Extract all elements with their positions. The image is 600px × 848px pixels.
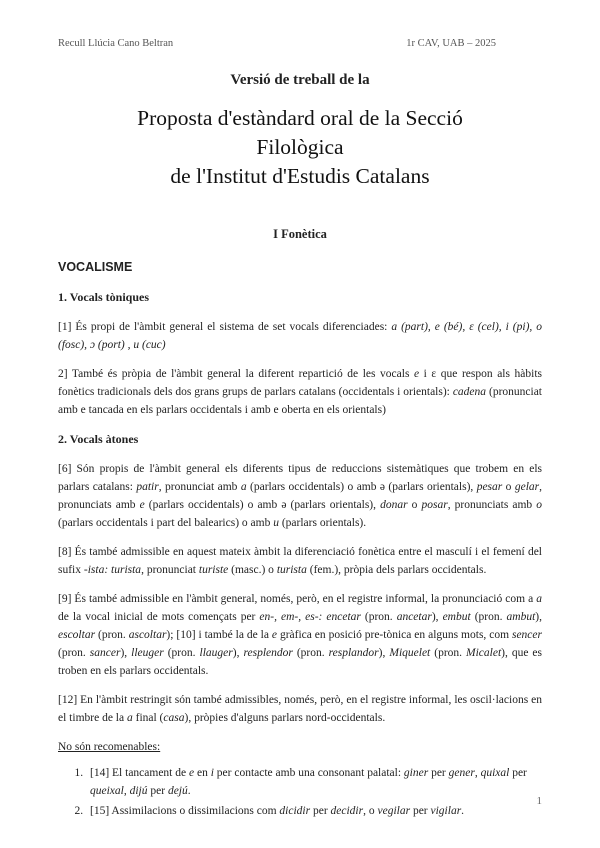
- text-run: (parlars occidentals i part del balearics) o amb: [58, 517, 274, 529]
- list-item: [86, 802, 542, 820]
- italic-term: posar: [421, 499, 448, 511]
- text-run: ),: [535, 611, 542, 623]
- text-run: .: [187, 785, 191, 797]
- text-run: ),: [378, 647, 390, 659]
- italic-term: turista: [276, 564, 307, 576]
- text-run: i ε que respon als hàbits fonètics tradicionals dels dos grans grups de parlars catalans (occidentals i orientals):: [58, 368, 542, 398]
- italic-term: a: [240, 481, 247, 493]
- text-run: per: [310, 805, 331, 817]
- italic-term: donar: [380, 499, 408, 511]
- italic-term: escoltar: [58, 629, 96, 641]
- text-run: ), pròpies d'alguns parlars nord-occidentals.: [184, 712, 386, 724]
- italic-term: ancetar: [396, 611, 432, 623]
- italic-term: e: [189, 767, 195, 779]
- text-run: 2] També és pròpia de l'àmbit general la diferent repartició de les vocals: [58, 368, 414, 380]
- text-run: ),: [232, 647, 244, 659]
- text-run: ,: [474, 767, 481, 779]
- text-run: , pronunciat: [141, 564, 199, 576]
- italic-term: sancer: [89, 647, 121, 659]
- text-run: ), que es troben en els parlars occidentals.: [58, 647, 542, 677]
- italic-term: u: [273, 517, 279, 529]
- italic-term: ascoltar: [128, 629, 167, 641]
- italic-term: e: [139, 499, 145, 511]
- italic-term: embut: [442, 611, 471, 623]
- paragraph: [58, 543, 542, 579]
- header-course: 1r CAV, UAB – 2025: [406, 38, 496, 49]
- italic-term: vegilar: [377, 805, 411, 817]
- italic-term: queixal: [90, 785, 124, 797]
- text-run: de la vocal inicial de mots començats per: [58, 611, 260, 623]
- text-run: ),: [120, 647, 132, 659]
- heading-unstressed-vowels: 2. Vocals àtones: [58, 432, 139, 446]
- pre-title: Versió de treball de la: [230, 72, 370, 88]
- italic-term: i: [210, 767, 214, 779]
- italic-term: resplendor: [243, 647, 293, 659]
- italic-term: ambut: [506, 611, 536, 623]
- italic-term: a: [536, 593, 542, 605]
- paragraph: [58, 691, 542, 727]
- italic-term: -ista: turista: [83, 564, 142, 576]
- italic-term: patir: [136, 481, 159, 493]
- text-run: per: [147, 785, 168, 797]
- italic-term: e: [414, 368, 420, 380]
- text-run: .: [461, 805, 465, 817]
- text-run: [9] És també admissible en l'àmbit general, només, però, en el registre informal, la pronunciació com a: [58, 593, 537, 605]
- text-run: ),: [431, 611, 443, 623]
- text-run: (pron.: [430, 647, 467, 659]
- title-line: Filològica: [256, 135, 344, 159]
- text-run: (parlars occidentals) o amb ə (parlars orientals),: [144, 499, 381, 511]
- list-item: [86, 764, 542, 800]
- text-run: per: [410, 805, 431, 817]
- text-run: [1] És propi de l'àmbit general el sistema de set vocals diferenciades:: [58, 321, 392, 333]
- document-body: [58, 258, 542, 822]
- italic-term: lleuger: [131, 647, 164, 659]
- italic-term: sencer: [511, 629, 542, 641]
- italic-term: turiste: [198, 564, 229, 576]
- title-line: de l'Institut d'Estudis Catalans: [170, 164, 430, 188]
- text-run: , pronunciat amb: [158, 481, 241, 493]
- text-run: [6] Són propis de l'àmbit general els diferents tipus de reduccions sistemàtiques que trobem en els parlars catalans:: [58, 463, 542, 493]
- section-title: I Fonètica: [273, 227, 327, 241]
- text-run: (pron.: [58, 647, 90, 659]
- text-run: per: [428, 767, 449, 779]
- text-run: [14] El tancament de: [90, 767, 189, 779]
- text-run: (parlars orientals).: [278, 517, 367, 529]
- text-run: (masc.) o: [228, 564, 277, 576]
- page-number: 1: [536, 795, 542, 807]
- text-run: per: [509, 767, 527, 779]
- italic-term: dejú: [167, 785, 188, 797]
- italic-term: cadena: [452, 386, 487, 398]
- text-run: per contacte amb una consonant palatal:: [213, 767, 404, 779]
- italic-term: Micalet: [466, 647, 502, 659]
- italic-term: e: [271, 629, 278, 641]
- text-run: [12] En l'àmbit restringit són també admissibles, només, però, en el registre informal, les oscil·lacions en el timbre de la: [58, 694, 542, 724]
- paragraph: [58, 318, 542, 354]
- italic-term: a: [126, 712, 133, 724]
- text-run: [15] Assimilacions o dissimilacions com: [90, 805, 280, 817]
- italic-term: resplandor: [328, 647, 379, 659]
- text-run: gràfica en posició pre-tònica en alguns mots, com: [277, 629, 512, 641]
- italic-term: pesar: [476, 481, 503, 493]
- italic-term: dicidir: [279, 805, 311, 817]
- text-run: , pronunciats amb: [58, 481, 543, 511]
- paragraph: [58, 460, 542, 532]
- document-title: [58, 104, 542, 191]
- text-run: (fem.), pròpia dels parlars occidentals.: [306, 564, 487, 576]
- text-run: (pronunciat amb e tancada en els parlars occidentals i amb e oberta en els orientals): [58, 386, 542, 416]
- heading-tonic-vowels: 1. Vocals tòniques: [58, 290, 150, 304]
- text-run: (pron.: [163, 647, 200, 659]
- text-run: (pron.: [470, 611, 507, 623]
- italic-term: giner: [403, 767, 429, 779]
- text-run: (pron.: [360, 611, 397, 623]
- text-run: (parlars occidentals) o amb ə (parlars orientals),: [246, 481, 477, 493]
- italic-term: llauger: [199, 647, 233, 659]
- paragraph: [58, 590, 542, 680]
- italic-term: a (part), e (bé), ε (cel), i (pi), o (fosc), ɔ (port) , u (cuc): [58, 321, 542, 351]
- italic-term: gelar: [514, 481, 540, 493]
- italic-term: quixal: [480, 767, 510, 779]
- text-run: (pron.: [95, 629, 129, 641]
- not-recommended-label: No són recomenables:: [58, 741, 161, 753]
- italic-term: en-, em-, es-: encetar: [259, 611, 361, 623]
- text-run: ); [10] i també la de la: [166, 629, 272, 641]
- text-run: en: [194, 767, 211, 779]
- not-recommended-list: [58, 764, 542, 820]
- title-line: Proposta d'estàndard oral de la Secció: [137, 106, 463, 130]
- header-author: Recull Llúcia Cano Beltran: [58, 38, 174, 49]
- heading-vocalisme: VOCALISME: [58, 260, 133, 274]
- italic-term: casa: [163, 712, 185, 724]
- italic-term: Miquelet: [389, 647, 431, 659]
- text-run: ,: [123, 785, 130, 797]
- text-run: final (: [132, 712, 164, 724]
- text-run: , pronunciats amb: [447, 499, 537, 511]
- text-run: o: [502, 481, 515, 493]
- text-run: , o: [363, 805, 378, 817]
- text-run: [8] És també admissible en aquest mateix àmbit la diferenciació fonètica entre el masculí i el femení del sufix: [58, 546, 542, 576]
- paragraph: [58, 365, 542, 419]
- text-run: (pron.: [292, 647, 329, 659]
- italic-term: gener: [448, 767, 475, 779]
- italic-term: o: [536, 499, 542, 511]
- italic-term: vigilar: [430, 805, 462, 817]
- italic-term: decidir: [330, 805, 364, 817]
- text-run: o: [407, 499, 422, 511]
- italic-term: dijú: [129, 785, 148, 797]
